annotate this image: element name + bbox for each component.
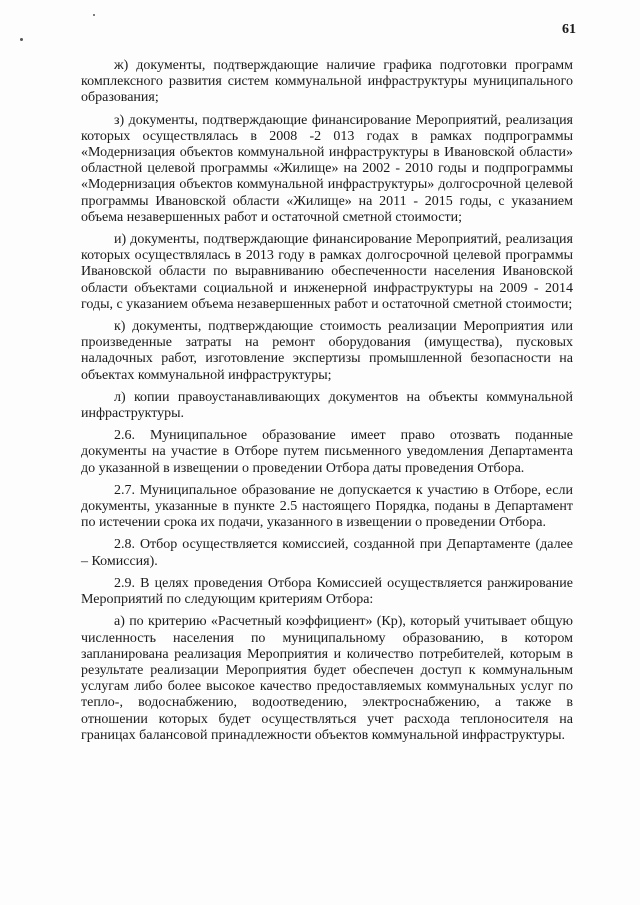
paragraph-k: к) документы, подтверждающие стоимость реализации Мероприятия или произведенные затраты на ремонт оборудования (имущества), пусковых наладочных работ, изготовление экспертизы промышленной безопасности на объектах коммунальной инфраструктуры; (81, 319, 573, 383)
document-body (81, 58, 573, 750)
paragraph-2-6: 2.6. Муниципальное образование имеет право отозвать поданные документы на участие в Отборе путем письменного уведомления Департамента до указанной в извещении о проведении Отбора даты проведения Отбора. (81, 428, 573, 476)
paragraph-i: и) документы, подтверждающие финансирование Мероприятий, реализация которых осуществлялась в 2013 году в рамках долгосрочной целевой программы Ивановской области по выравниванию обеспеченности населения Ивановской области объектами социальной и инженерной инфраструктуры на 2009 - 2014 годы, с указанием объема незавершенных работ и остаточной сметной стоимости; (81, 232, 573, 312)
paragraph-l: л) копии правоустанавливающих документов на объекты коммунальной инфраструктуры. (81, 389, 573, 422)
scan-speck (20, 38, 23, 41)
paragraph-z: з) документы, подтверждающие финансирование Мероприятий, реализация которых осуществлялась в 2008 -2 013 годах в рамках подпрограммы «Модернизация объектов коммунальной инфраструктуры в Ивановской области» областной целевой программы «Жилище» на 2002 - 2010 годы и подпрограммы «Модернизация объектов коммунальной инфраструктуры» долгосрочной целевой программы Ивановской области «Жилище» на 2011 - 2015 годы, с указанием объема незавершенных работ и остаточной сметной стоимости; (81, 112, 573, 225)
paragraph-2-7: 2.7. Муниципальное образование не допускается к участию в Отборе, если документы, указанные в пункте 2.5 настоящего Порядка, поданы в Департамент по истечении срока их подачи, указанного в извещении о проведении Отбора. (81, 482, 573, 531)
scan-speck (93, 14, 95, 16)
paragraph-2-9: 2.9. В целях проведения Отбора Комиссией осуществляется ранжирование Мероприятий по следующим критериям Отбора: (81, 575, 573, 608)
paragraph-a: а) по критерию «Расчетный коэффициент» (Кр), который учитывает общую численность населения по муниципальному образованию, в котором запланирована реализация Мероприятия и количество потребителей, которым в результате реализации Мероприятия будет обеспечен доступ к коммунальным услугам либо более высокое качество предоставляемых коммунальных услуг по тепло-, водоснабжению, водоотведению, электроснабжению, а также в отношении которых будет осуществляться учет расхода теплоносителя на границах балансовой принадлежности объектов коммунальной инфраструктуры. (81, 614, 573, 743)
paragraph-2-8: 2.8. Отбор осуществляется комиссией, созданной при Департаменте (далее – Комиссия). (81, 537, 573, 569)
paragraph-zh: ж) документы, подтверждающие наличие графика подготовки программ комплексного развития систем коммунальной инфраструктуры муниципального образования; (81, 58, 573, 106)
page-number: 61 (562, 22, 576, 37)
